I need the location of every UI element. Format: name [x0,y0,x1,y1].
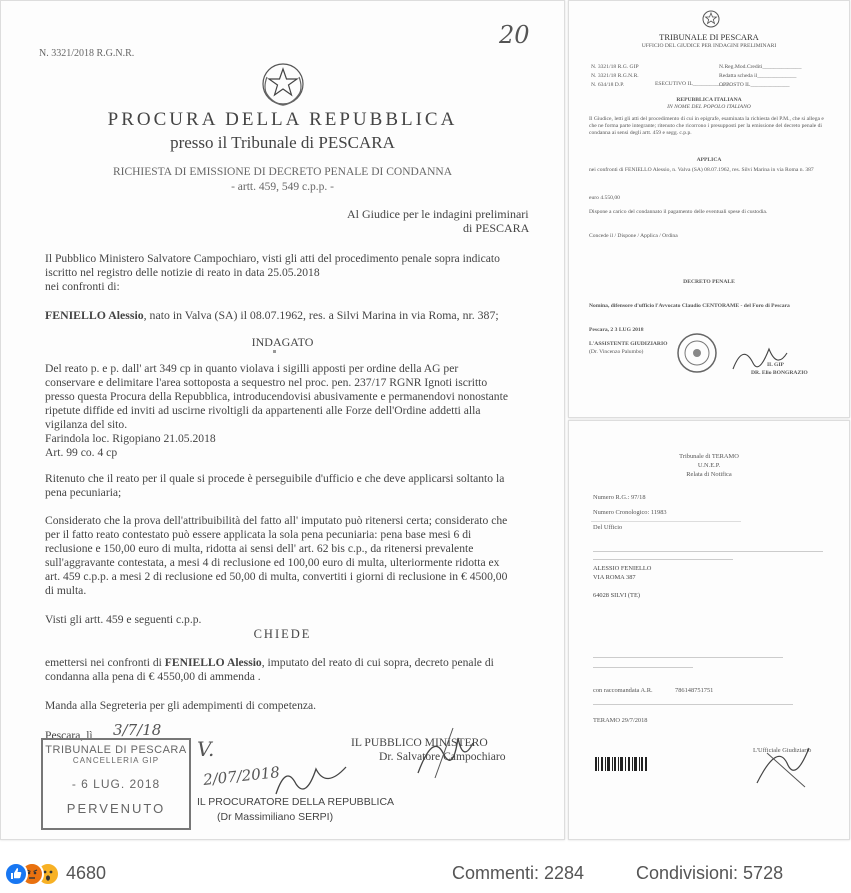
chiede-line1-end: , imputato del reato di cui sopra, decreto penale di [261,656,494,669]
decree-body-text: Il Giudice, letti gli atti del procedimento di cui in epigrafe, esaminata la richiesta del P.M., che si allega e che ne forma parte integrante; ritenuto che ricorrono i presupposti per la emissione del decreto penale di condanna ai sensi degli artt. 459 e segg. c.p.p. [589,116,824,137]
indagato-heading: INDAGATO [251,335,314,349]
charge-line5: vigilanza del sito. [45,418,128,431]
decree-field-gip: N. 3321/18 R.G. GIP [591,64,639,70]
gip-name: DR. Elio BONGRAZIO [751,370,808,376]
considerato-line6: di multa. [45,584,87,597]
gip-title: IL GIP [767,362,784,368]
charge-line1: Del reato p. e p. dall' art 349 cp in quanto violava i sigilli apposti per ordine della AG per [45,362,459,375]
notice-field-rg: Numero R.G.: 97/18 [593,494,646,501]
manda-line: Manda alla Segreteria per gli adempimenti di competenza. [45,699,317,712]
decree-left-fields [591,63,639,90]
charge-line2: conservare e delimitare l'area sottoposta a sequestro nel proc. pen. 237/17 RGNR Ignoti iscritto [45,376,488,389]
decree-esecutivo: ESECUTIVO IL______________ [655,81,732,87]
court-received-stamp [41,738,191,830]
notice-unep: U.N.E.P. [697,462,721,469]
notice-field-cronologico: Numero Cronologico: 11983 [593,509,667,516]
ufficiale-signature-icon [747,733,817,793]
decree-place-date: Pescara, 2 3 LUG 2018 [589,327,644,333]
notice-title: Relata di Notifica [686,471,732,478]
notification-scan [568,420,850,840]
chiede-line1 [45,656,494,670]
considerato-line5: art. 459 c.p.p. a mesi 2 di reclusione ed 50,00 di multa, convertiti i giorni di reclusione in € 4500,00 [45,570,508,583]
notice-ufficio: TERAMO 29/7/2018 [593,717,648,724]
post-footer [0,848,851,893]
notice-ufficiale: L'Ufficiale Giudiziario [753,747,812,754]
notice-rule [591,521,741,522]
decree-dispone-1: Dispone a carico del condannato il pagamento delle eventuali spese di custodia. [589,209,768,215]
decree-field-rgnr: N. 3321/18 R.G.N.R. [591,73,639,79]
chiede-line2: condanna alla pena di € 4550,00 di ammenda . [45,670,261,683]
decree-assistente: L'ASSISTENTE GIUDIZIARIO [589,341,668,347]
handwritten-date: 3/7/18 [113,721,162,739]
chiede-defendant-name: FENIELLO Alessio [164,656,262,669]
decree-people: IN NOME DEL POPOLO ITALIANO [667,104,751,110]
office-subtitle: presso il Tribunale di PESCARA [170,133,395,152]
pm-name: Dr. Salvatore Campochiaro [379,750,506,763]
decree-emblem-icon [701,9,721,29]
defendant-line [45,308,499,322]
intro-line1: Il Pubblico Ministero Salvatore Campochiaro, visti gli atti del procedimento penale sopra indicato [45,252,500,265]
decree-office: UFFICIO DEL GIUDICE PER INDAGINI PRELIMINARI [641,43,777,49]
decree-field-crediti: N.Reg.Mod.Crediti______________ [719,64,802,70]
notice-text-line [593,704,793,705]
raccomandata-number: 786148751751 [675,687,714,694]
intro-line3: nei confronti di: [45,280,120,293]
decree-penalty: euro 4.550,00 [589,195,620,201]
ritenuto-line2: pena pecuniaria; [45,486,122,499]
intro-line2: iscritto nel registro delle notizie di reato in data 25.05.2018 [45,266,320,279]
procuratore-signature-icon [271,759,351,799]
considerato-line2: per il fatto reato contestato può essere applicata la sola pena pecuniaria: pena base mesi 6 di [45,528,472,541]
like-reaction-icon [4,862,28,886]
procuratore-name: (Dr Massimiliano SERPI) [217,811,334,823]
stamp-office: CANCELLERIA GIP [72,756,160,765]
decree-decreto-penale: DECRETO PENALE [683,279,735,285]
handwritten-v-mark: V. [197,737,215,761]
reactions-icons[interactable] [4,862,64,886]
signed-place: Pescara, lì [45,729,93,742]
protocol-number: N. 3321/2018 R.G.N.R. [39,48,135,59]
pm-title: IL PUBBLICO MINISTERO [351,736,488,749]
charge-line3: presso questa Procura della Repubblica, introducendovisi abusivamente e permanendovi nonostante [45,390,508,403]
procuratore-title: IL PROCURATORE DELLA REPUBBLICA [197,796,395,808]
raccomandata-label: con raccomandata A.R. [593,687,653,694]
decree-assistente-name: (Dr. Vincenzo Palumbo) [589,349,644,355]
decree-applica: APPLICA [696,157,722,163]
pm-signature-icon [413,723,483,783]
chiede-heading: CHIEDE [253,627,312,641]
defendant-name: FENIELLO Alessio [45,308,144,322]
notice-text-line [593,551,823,552]
decree-field-scheda: Redatta scheda il______________ [719,73,797,79]
request-title: RICHIESTA DI EMISSIONE DI DECRETO PENALE DI CONDANNA [112,166,453,178]
decree-dispone-2: Concede il / Dispone / Applica / Ordina [589,233,678,239]
considerato-line1: Considerato che la prova dell'attribuibilità del fatto all' imputato può ritenersi certa; considerato che [45,514,508,527]
decree-notifica: Nomina, difensore d'ufficio l'Avvocato Claudio CENTORAME - del Foro di Pescara [589,303,790,309]
notice-text-line [593,657,783,658]
decree-apply-line: nei confronti di FENIELLO Alessio, n. Valva (SA) 08.07.1962, res. Silvi Marina in via Roma n. 387 [589,167,814,173]
decree-round-stamp-icon [675,331,719,375]
recipient-street: VIA ROMA 387 [593,574,636,581]
article-reference: Art. 99 co. 4 cp [45,446,118,459]
office-title: PROCURA DELLA REPUBBLICA [107,109,458,130]
decree-republic: REPUBBLICA ITALIANA [676,97,742,103]
addressee-line2: di PESCARA [463,221,530,235]
place-date: Farindola loc. Rigopiano 21.05.2018 [45,432,216,445]
considerato-line4: sull'aggravante contestata, a mesi 4 di reclusione ed 100,00 euro di multa, ulteriormente ridotta ex [45,556,500,569]
ritenuto-line1: Ritenuto che il reato per il quale si procede è perseguibile d'ufficio e che deve applicarsi soltanto la [45,472,505,485]
italian-republic-emblem-icon [257,59,309,109]
ink-dot [273,350,276,353]
notice-field-ufficio: Del Ufficio [593,524,623,531]
stamp-court: TRIBUNALE DI PESCARA [45,744,187,756]
decree-court: TRIBUNALE DI PESCARA [659,32,759,42]
notice-text-line [593,667,693,668]
addressee-line1: Al Giudice per le indagini preliminari [347,207,529,221]
procuratore-handwritten-date: 2/07/2018 [202,763,281,789]
defendant-details: , nato in Valva (SA) il 08.07.1962, res. a Silvi Marina in via Roma, nr. 387; [143,308,499,322]
penal-decree-scan [568,0,850,418]
visti-line: Visti gli artt. 459 e seguenti c.p.p. [45,613,202,626]
barcode-icon [595,757,647,771]
comments-count[interactable]: Commenti: 2284 [452,863,585,883]
notice-text-line [593,559,733,560]
decree-field-dp: N. 634/18 D.P. [591,82,625,88]
handwritten-page-number: 20 [499,21,530,49]
stamp-received: PERVENUTO [66,801,166,816]
recipient-name: ALESSIO FENIELLO [593,565,652,572]
decree-field-opposto: OPPOSTO IL______________ [719,82,790,88]
chiede-line1-start: emettersi nei confronti di [45,656,165,669]
charge-line4: ripetute diffide ed inviti ad uscirne rivoltigli da appartenenti alle Forze dell'Ordine addetti alla [45,404,481,417]
notice-court: Tribunale di TERAMO [679,453,739,460]
shares-count[interactable]: Condivisioni: 5728 [636,863,784,883]
recipient-city: 64028 SILVI (TE) [593,592,640,599]
request-articles: - artt. 459, 549 c.p.p. - [231,181,334,193]
reaction-count[interactable]: 4680 [66,863,107,883]
stamp-date: - 6 LUG. 2018 [71,777,161,791]
considerato-line3: reclusione e 150,00 euro di multa, ridotta ai sensi dell' art. 62 bis c.p., da ritenersi prevalente [45,542,474,555]
